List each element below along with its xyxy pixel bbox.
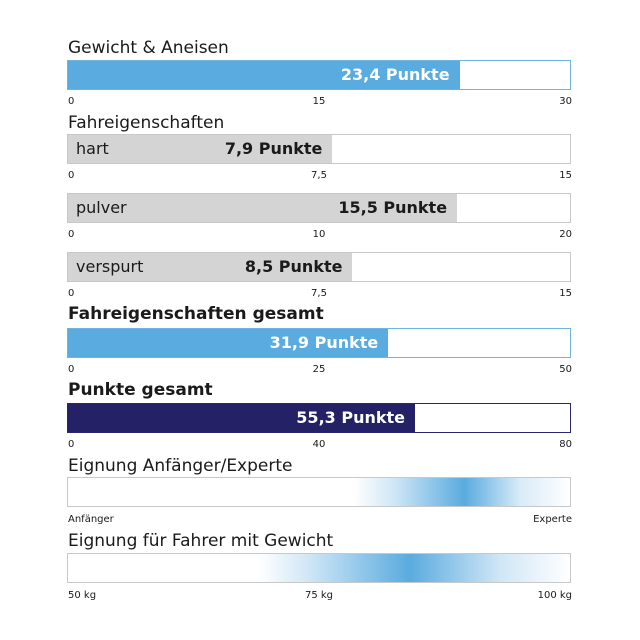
scale-frame-niveau <box>67 477 571 507</box>
tick-gewicht-max: 30 <box>559 96 572 107</box>
tick-fahreigenschaften-gesamt-min: 0 <box>68 364 75 375</box>
scale-gradient-gewicht <box>68 554 570 582</box>
chart-title-punkte-gesamt: Punkte gesamt <box>68 380 213 400</box>
bar-gewicht <box>68 61 460 89</box>
value-label-pulver: 15,5 Punkte <box>338 198 448 217</box>
bar-label-hart: hart <box>76 139 109 158</box>
bar-punkte-gesamt <box>68 404 415 432</box>
tick-verspurt-min: 0 <box>68 288 75 299</box>
chart-title-fahreigenschaften-gesamt: Fahreigenschaften gesamt <box>68 304 324 324</box>
scale-frame-gewicht <box>67 553 571 583</box>
chart-title-fahreigenschaften: Fahreigenschaften <box>68 113 225 133</box>
tick-fahreigenschaften-gesamt-max: 50 <box>559 364 572 375</box>
tick-75kg: 75 kg <box>304 590 334 601</box>
value-label-verspurt: 8,5 Punkte <box>244 257 343 276</box>
bar-label-verspurt: verspurt <box>76 257 144 276</box>
tick-punkte-gesamt-max: 80 <box>559 439 572 450</box>
chart-title-eignung-niveau: Eignung Anfänger/Experte <box>68 456 293 476</box>
tick-pulver-mid: 10 <box>312 229 326 240</box>
tick-100kg: 100 kg <box>537 590 572 601</box>
chart-title-eignung-gewicht: Eignung für Fahrer mit Gewicht <box>68 531 334 551</box>
tick-anfaenger: Anfänger <box>68 514 114 525</box>
chart-title-gewicht: Gewicht & Aneisen <box>68 38 229 58</box>
tick-pulver-max: 20 <box>559 229 572 240</box>
tick-hart-mid: 7,5 <box>311 170 327 181</box>
bar-frame-verspurt <box>67 252 571 282</box>
tick-verspurt-mid: 7,5 <box>311 288 327 299</box>
tick-hart-max: 15 <box>559 170 572 181</box>
bar-frame-pulver <box>67 193 571 223</box>
bar-frame-fahreigenschaften-gesamt <box>67 328 571 358</box>
value-label-punkte-gesamt: 55,3 Punkte <box>296 408 405 427</box>
bar-frame-punkte-gesamt <box>67 403 571 433</box>
tick-hart-min: 0 <box>68 170 75 181</box>
value-label-gewicht: 23,4 Punkte <box>340 65 450 84</box>
bar-frame-gewicht <box>67 60 571 90</box>
bar-fahreigenschaften-gesamt <box>68 329 388 357</box>
tick-experte: Experte <box>533 514 572 525</box>
tick-punkte-gesamt-mid: 40 <box>312 439 326 450</box>
scale-gradient-niveau <box>68 478 570 506</box>
tick-fahreigenschaften-gesamt-mid: 25 <box>312 364 326 375</box>
value-label-hart: 7,9 Punkte <box>224 139 323 158</box>
tick-pulver-min: 0 <box>68 229 75 240</box>
tick-verspurt-max: 15 <box>559 288 572 299</box>
tick-gewicht-mid: 15 <box>312 96 326 107</box>
tick-50kg: 50 kg <box>68 590 97 601</box>
bar-frame-hart <box>67 134 571 164</box>
tick-gewicht-min: 0 <box>68 96 75 107</box>
value-label-fahreigenschaften-gesamt: 31,9 Punkte <box>269 333 379 352</box>
bar-label-pulver: pulver <box>76 198 127 217</box>
tick-punkte-gesamt-min: 0 <box>68 439 75 450</box>
